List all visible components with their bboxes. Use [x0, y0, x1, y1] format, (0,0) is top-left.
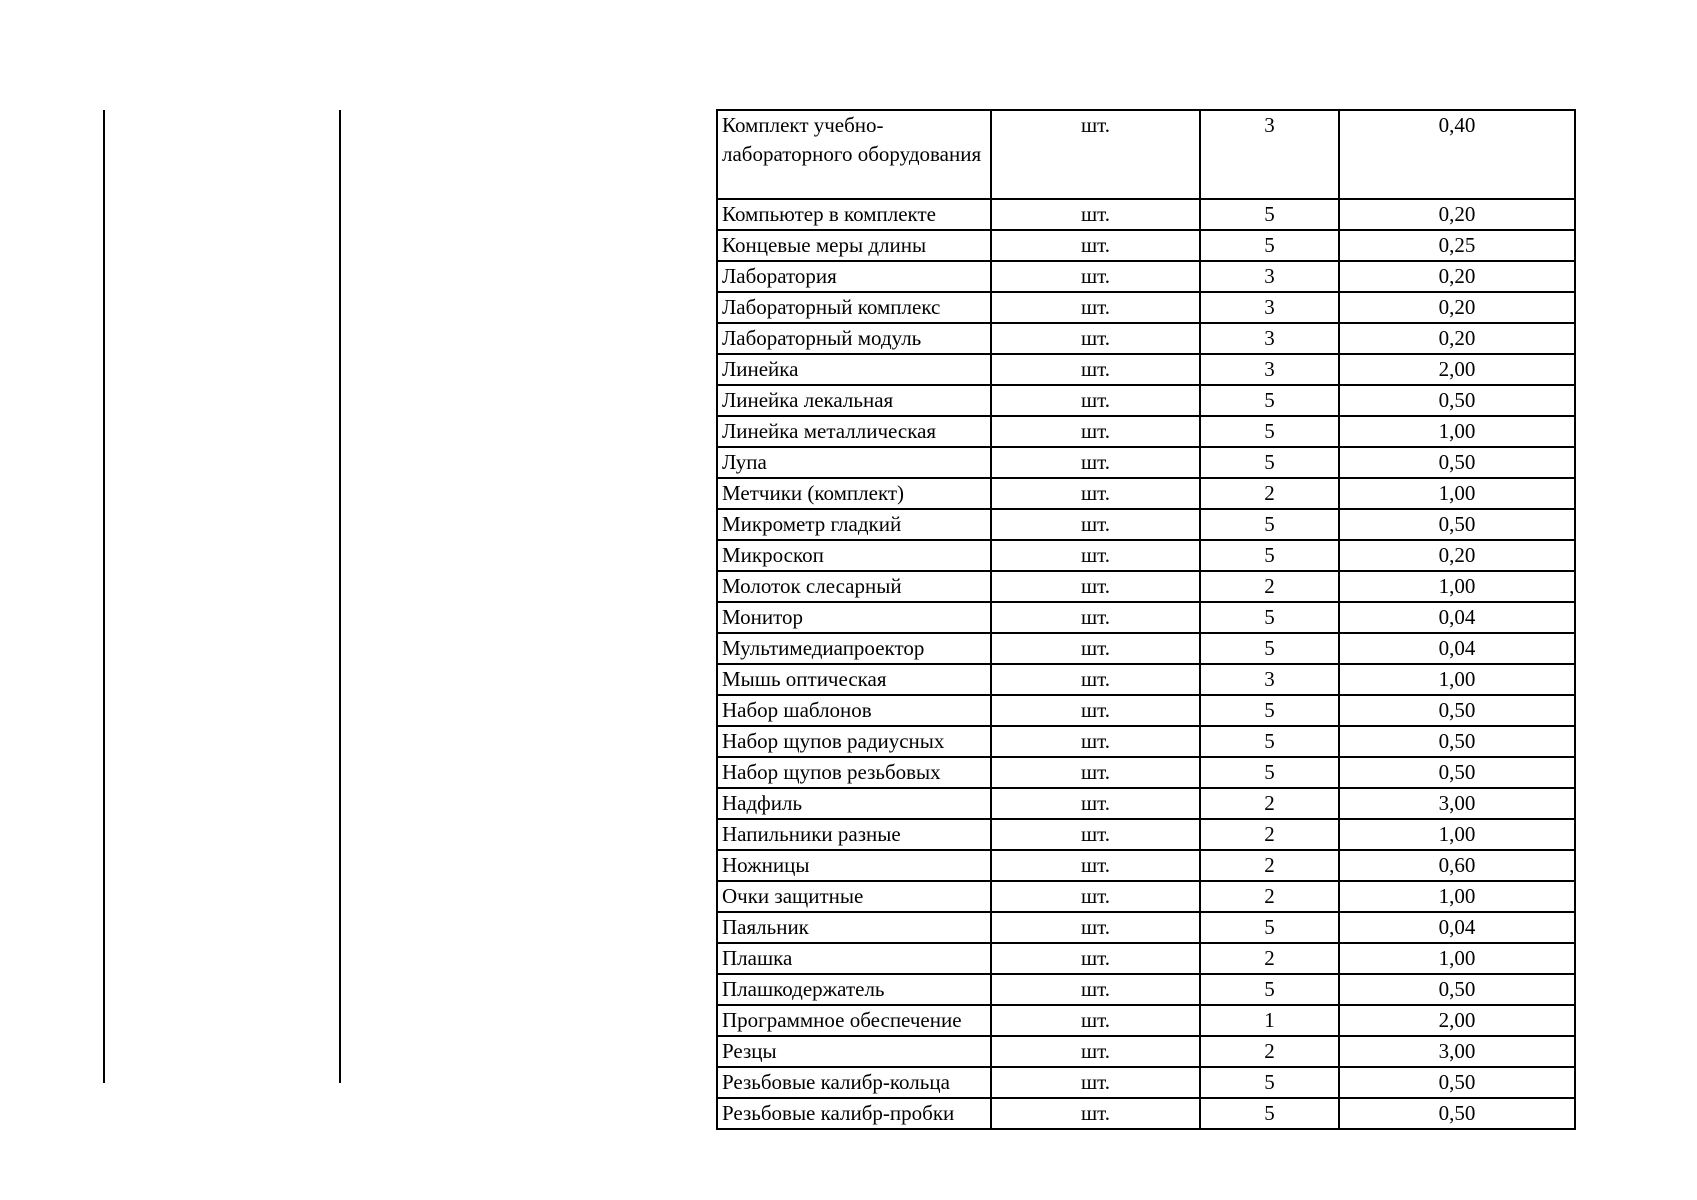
quantity-cell: 3: [1200, 261, 1339, 292]
item-name-cell: Молоток слесарный: [717, 571, 991, 602]
item-name-cell: Микроскоп: [717, 540, 991, 571]
table-row: [717, 633, 1575, 664]
table-row: [717, 478, 1575, 509]
item-name-cell: Концевые меры длины: [717, 230, 991, 261]
unit-cell: шт.: [991, 571, 1200, 602]
unit-cell: шт.: [991, 110, 1200, 199]
item-name-cell: Микрометр гладкий: [717, 509, 991, 540]
value-cell: 2,00: [1339, 354, 1575, 385]
value-cell: 0,04: [1339, 602, 1575, 633]
quantity-cell: 2: [1200, 478, 1339, 509]
unit-cell: шт.: [991, 788, 1200, 819]
item-name-cell: Набор щупов резьбовых: [717, 757, 991, 788]
quantity-cell: 5: [1200, 1098, 1339, 1129]
value-cell: 0,50: [1339, 447, 1575, 478]
unit-cell: шт.: [991, 819, 1200, 850]
unit-cell: шт.: [991, 323, 1200, 354]
table-row: [717, 385, 1575, 416]
unit-cell: шт.: [991, 199, 1200, 230]
value-cell: 0,50: [1339, 757, 1575, 788]
unit-cell: шт.: [991, 757, 1200, 788]
value-cell: 0,20: [1339, 199, 1575, 230]
quantity-cell: 5: [1200, 509, 1339, 540]
quantity-cell: 5: [1200, 447, 1339, 478]
quantity-cell: 5: [1200, 633, 1339, 664]
quantity-cell: 2: [1200, 819, 1339, 850]
quantity-cell: 5: [1200, 385, 1339, 416]
table-row: [717, 850, 1575, 881]
quantity-cell: 3: [1200, 354, 1339, 385]
unit-cell: шт.: [991, 726, 1200, 757]
quantity-cell: 5: [1200, 540, 1339, 571]
table-row: [717, 788, 1575, 819]
item-name-cell: Набор щупов радиусных: [717, 726, 991, 757]
unit-cell: шт.: [991, 447, 1200, 478]
quantity-cell: 3: [1200, 664, 1339, 695]
value-cell: 1,00: [1339, 664, 1575, 695]
unit-cell: шт.: [991, 1098, 1200, 1129]
value-cell: 3,00: [1339, 1036, 1575, 1067]
table-row: [717, 974, 1575, 1005]
item-name-cell: Метчики (комплект): [717, 478, 991, 509]
item-name-cell: Линейка: [717, 354, 991, 385]
table-row: [717, 1098, 1575, 1129]
item-name-cell: Комплект учебно-лабораторного оборудования: [717, 110, 991, 199]
quantity-cell: 5: [1200, 230, 1339, 261]
quantity-cell: 5: [1200, 757, 1339, 788]
value-cell: 1,00: [1339, 478, 1575, 509]
item-name-cell: Лабораторный комплекс: [717, 292, 991, 323]
value-cell: 0,04: [1339, 633, 1575, 664]
equipment-table-body: [717, 110, 1575, 1129]
value-cell: 0,20: [1339, 540, 1575, 571]
value-cell: 1,00: [1339, 571, 1575, 602]
equipment-table: [716, 109, 1576, 1130]
item-name-cell: Напильники разные: [717, 819, 991, 850]
unit-cell: шт.: [991, 1036, 1200, 1067]
value-cell: 0,20: [1339, 323, 1575, 354]
value-cell: 0,50: [1339, 1098, 1575, 1129]
quantity-cell: 2: [1200, 788, 1339, 819]
table-row: [717, 1036, 1575, 1067]
unit-cell: шт.: [991, 509, 1200, 540]
quantity-cell: 3: [1200, 110, 1339, 199]
table-row: [717, 695, 1575, 726]
item-name-cell: Резцы: [717, 1036, 991, 1067]
item-name-cell: Лаборатория: [717, 261, 991, 292]
table-row: [717, 199, 1575, 230]
unit-cell: шт.: [991, 881, 1200, 912]
item-name-cell: Линейка металлическая: [717, 416, 991, 447]
quantity-cell: 2: [1200, 571, 1339, 602]
quantity-cell: 5: [1200, 416, 1339, 447]
unit-cell: шт.: [991, 416, 1200, 447]
item-name-cell: Резьбовые калибр-кольца: [717, 1067, 991, 1098]
table-row: [717, 540, 1575, 571]
table-row: [717, 1067, 1575, 1098]
table-row: [717, 416, 1575, 447]
table-row: [717, 1005, 1575, 1036]
table-row: [717, 447, 1575, 478]
item-name-cell: Набор шаблонов: [717, 695, 991, 726]
table-row: [717, 757, 1575, 788]
table-row: [717, 261, 1575, 292]
quantity-cell: 5: [1200, 726, 1339, 757]
item-name-cell: Надфиль: [717, 788, 991, 819]
value-cell: 0,40: [1339, 110, 1575, 199]
value-cell: 0,50: [1339, 974, 1575, 1005]
value-cell: 0,04: [1339, 912, 1575, 943]
item-name-cell: Монитор: [717, 602, 991, 633]
item-name-cell: Компьютер в комплекте: [717, 199, 991, 230]
item-name-cell: Линейка лекальная: [717, 385, 991, 416]
value-cell: 1,00: [1339, 943, 1575, 974]
value-cell: 1,00: [1339, 819, 1575, 850]
value-cell: 3,00: [1339, 788, 1575, 819]
unit-cell: шт.: [991, 912, 1200, 943]
table-row: [717, 230, 1575, 261]
value-cell: 0,50: [1339, 726, 1575, 757]
quantity-cell: 3: [1200, 292, 1339, 323]
item-name-cell: Лупа: [717, 447, 991, 478]
unit-cell: шт.: [991, 633, 1200, 664]
item-name-cell: Паяльник: [717, 912, 991, 943]
second-column-border: [339, 110, 341, 1083]
quantity-cell: 5: [1200, 199, 1339, 230]
table-row: [717, 571, 1575, 602]
value-cell: 0,60: [1339, 850, 1575, 881]
value-cell: 1,00: [1339, 416, 1575, 447]
quantity-cell: 2: [1200, 850, 1339, 881]
unit-cell: шт.: [991, 478, 1200, 509]
quantity-cell: 5: [1200, 602, 1339, 633]
item-name-cell: Программное обеспечение: [717, 1005, 991, 1036]
unit-cell: шт.: [991, 695, 1200, 726]
item-name-cell: Лабораторный модуль: [717, 323, 991, 354]
table-row: [717, 110, 1575, 199]
table-row: [717, 664, 1575, 695]
unit-cell: шт.: [991, 974, 1200, 1005]
value-cell: 0,25: [1339, 230, 1575, 261]
value-cell: 0,50: [1339, 1067, 1575, 1098]
quantity-cell: 5: [1200, 974, 1339, 1005]
value-cell: 0,50: [1339, 509, 1575, 540]
unit-cell: шт.: [991, 354, 1200, 385]
quantity-cell: 5: [1200, 912, 1339, 943]
quantity-cell: 2: [1200, 881, 1339, 912]
item-name-cell: Мультимедиапроектор: [717, 633, 991, 664]
table-row: [717, 323, 1575, 354]
unit-cell: шт.: [991, 385, 1200, 416]
table-row: [717, 292, 1575, 323]
unit-cell: шт.: [991, 850, 1200, 881]
unit-cell: шт.: [991, 602, 1200, 633]
table-row: [717, 726, 1575, 757]
table-row: [717, 509, 1575, 540]
value-cell: 0,20: [1339, 292, 1575, 323]
table-row: [717, 602, 1575, 633]
left-column-border: [103, 110, 105, 1083]
value-cell: 0,20: [1339, 261, 1575, 292]
unit-cell: шт.: [991, 261, 1200, 292]
quantity-cell: 1: [1200, 1005, 1339, 1036]
quantity-cell: 2: [1200, 1036, 1339, 1067]
item-name-cell: Мышь оптическая: [717, 664, 991, 695]
table-row: [717, 912, 1575, 943]
quantity-cell: 5: [1200, 695, 1339, 726]
table-row: [717, 354, 1575, 385]
quantity-cell: 3: [1200, 323, 1339, 354]
table-row: [717, 881, 1575, 912]
quantity-cell: 5: [1200, 1067, 1339, 1098]
unit-cell: шт.: [991, 1005, 1200, 1036]
unit-cell: шт.: [991, 943, 1200, 974]
item-name-cell: Плашка: [717, 943, 991, 974]
item-name-cell: Очки защитные: [717, 881, 991, 912]
item-name-cell: Плашкодержатель: [717, 974, 991, 1005]
unit-cell: шт.: [991, 664, 1200, 695]
unit-cell: шт.: [991, 230, 1200, 261]
item-name-cell: Резьбовые калибр-пробки: [717, 1098, 991, 1129]
table-row: [717, 819, 1575, 850]
value-cell: 0,50: [1339, 385, 1575, 416]
table-row: [717, 943, 1575, 974]
unit-cell: шт.: [991, 1067, 1200, 1098]
unit-cell: шт.: [991, 540, 1200, 571]
value-cell: 2,00: [1339, 1005, 1575, 1036]
quantity-cell: 2: [1200, 943, 1339, 974]
unit-cell: шт.: [991, 292, 1200, 323]
item-name-cell: Ножницы: [717, 850, 991, 881]
value-cell: 1,00: [1339, 881, 1575, 912]
value-cell: 0,50: [1339, 695, 1575, 726]
